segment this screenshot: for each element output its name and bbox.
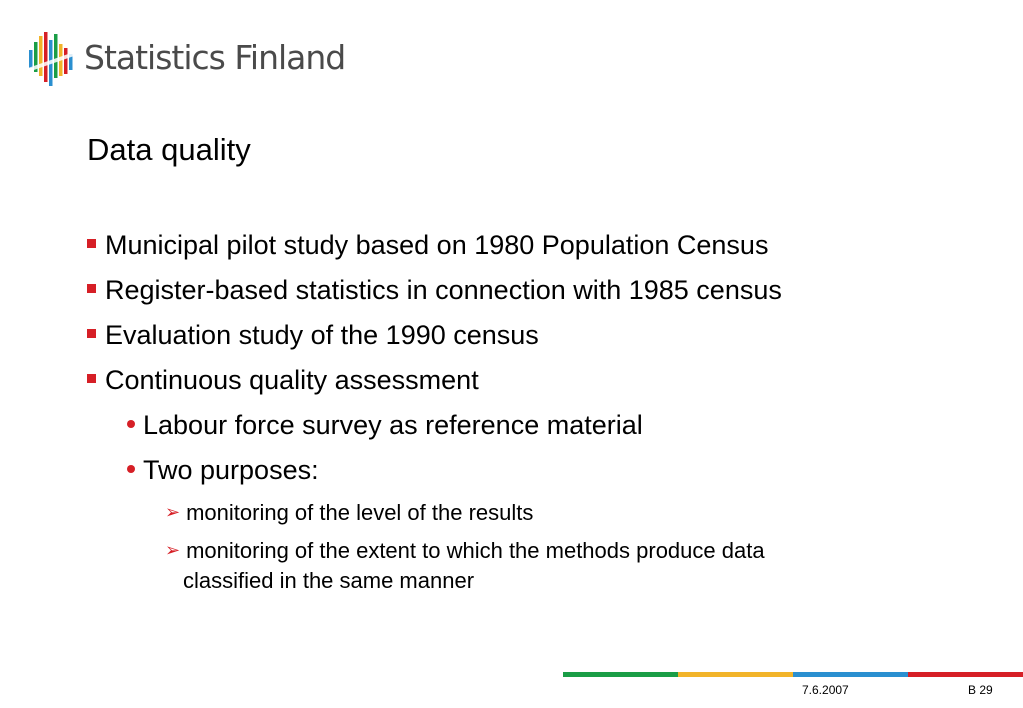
sub-sub-bullet-item [165,500,533,526]
square-bullet-icon [87,239,96,248]
square-bullet-icon [87,329,96,338]
arrow-bullet-icon: ➢ [165,540,181,560]
sub-bullet-item [127,410,643,441]
bullet-text: Evaluation study of the 1990 census [105,320,539,350]
footer-stripe-red [908,672,1023,677]
sub-bullet-text: Labour force survey as reference material [143,410,643,440]
bullet-text: Register-based statistics in connection with 1985 census [105,275,782,305]
square-bullet-icon [87,374,96,383]
footer-stripe-blue [793,672,908,677]
sub-sub-bullet-item [165,538,765,564]
bullet-item [87,320,539,351]
round-bullet-icon [127,465,135,473]
footer-stripe-green [563,672,678,677]
sub-sub-bullet-text: monitoring of the extent to which the methods produce data [186,538,765,563]
footer-page-number: B 29 [968,683,993,697]
logo-wordmark: Statistics Finland [84,38,346,77]
bullet-text: Municipal pilot study based on 1980 Population Census [105,230,769,260]
bullet-text: Continuous quality assessment [105,365,479,395]
bullet-item [87,275,782,306]
square-bullet-icon [87,284,96,293]
sub-sub-bullet-text: monitoring of the level of the results [186,500,534,525]
bullet-item [87,230,768,261]
sub-bullet-item [127,455,319,486]
round-bullet-icon [127,420,135,428]
arrow-bullet-icon: ➢ [165,502,181,522]
sub-bullet-text: Two purposes: [143,455,319,485]
sub-sub-bullet-continuation: classified in the same manner [183,568,475,593]
bullet-item [87,365,479,396]
footer-date: 7.6.2007 [802,683,849,697]
footer-stripe-yellow [678,672,793,677]
slide-title: Data quality [87,132,251,167]
